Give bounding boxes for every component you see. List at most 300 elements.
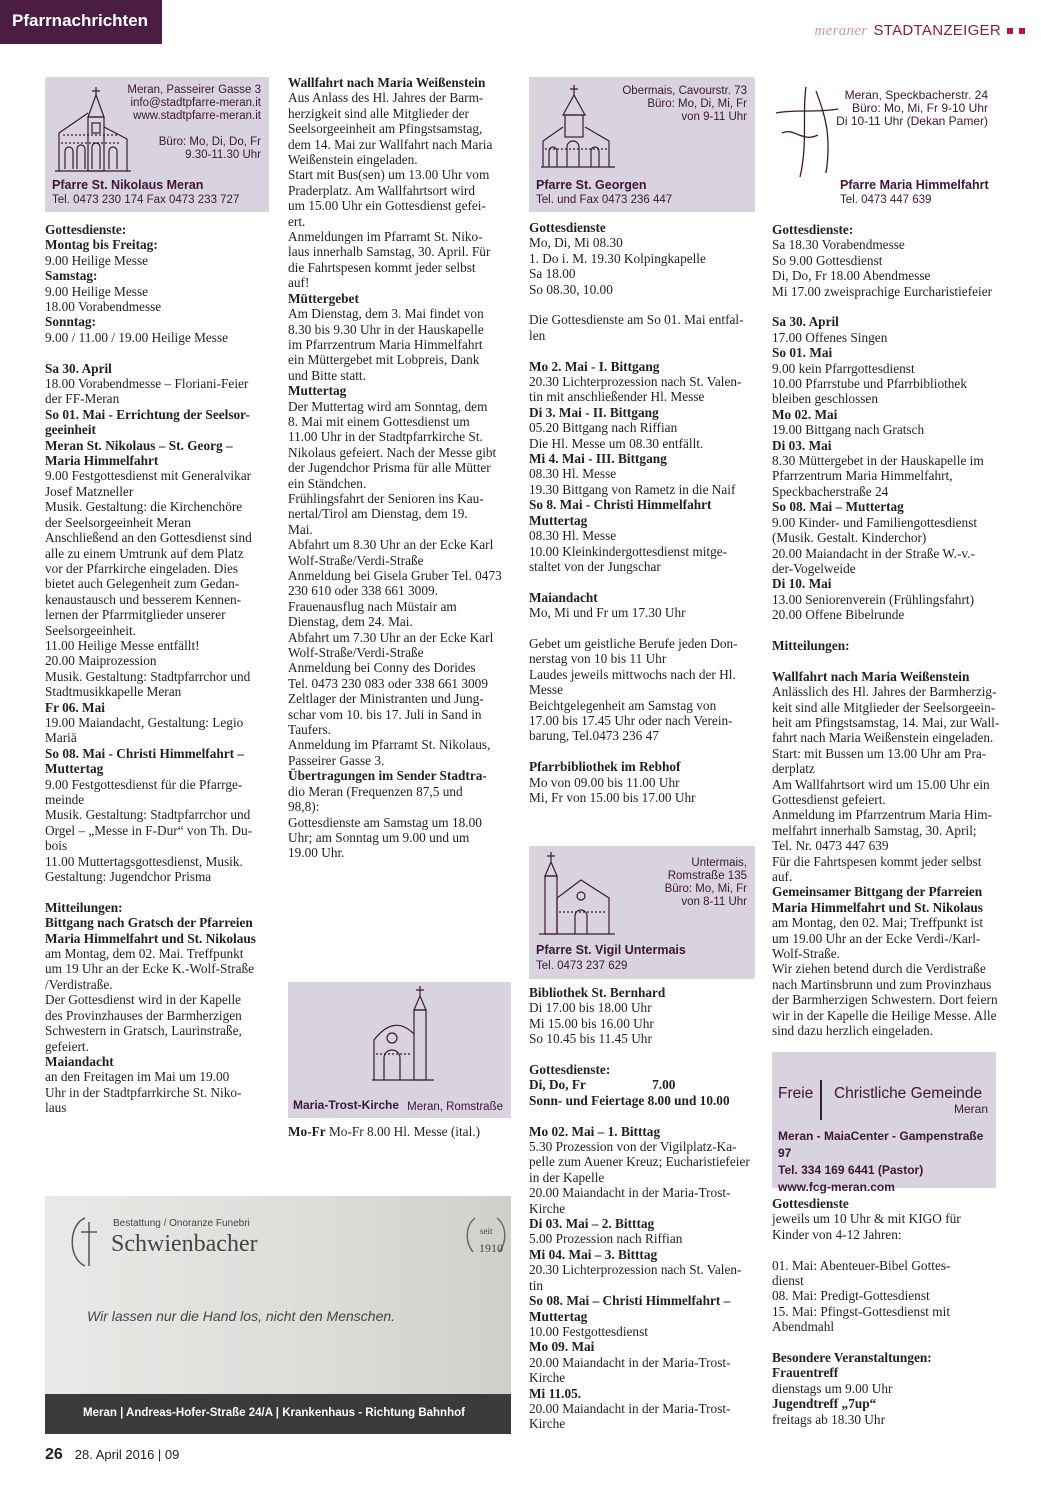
square-icon [1007, 28, 1013, 34]
text-line: 20.00 Maiandacht in der Maria-Trost- [529, 1185, 731, 1201]
text-line: am Montag, den 02. Mai; Treffpunkt ist [772, 915, 984, 931]
spacer [45, 345, 269, 360]
heading-line: geeinheit [45, 422, 96, 438]
text-line: die Fahrtspesen kommt jeder selbst [288, 259, 476, 275]
heading-line: Mo 02. Mai [772, 406, 838, 422]
text-line: laus innerhalb Samstag, 30. April. Für [288, 244, 491, 260]
text-line: Nikolaus gefeiert. Nach der Messe gibt [288, 444, 497, 460]
masthead-stadtanzeiger: STADTANZEIGER [873, 22, 1001, 39]
text-line: Passeirer Gasse 3. [288, 752, 385, 768]
text-line: dienstags um 9.00 Uhr [772, 1380, 893, 1396]
text-line: 08.30 Hl. Messe [529, 528, 617, 544]
heading-line: Gottesdienste [529, 220, 606, 235]
text-line: Zeltlager der Ministranten und Jung- [288, 691, 484, 707]
heading-line: Muttertag [45, 761, 104, 777]
text-line: der Barmherzigen Schwestern. Dort feiern [772, 992, 998, 1008]
parish-box-maria-trost [288, 982, 511, 1118]
text-line: Wolf-Straße. [772, 946, 840, 962]
text-line: Mi 17.00 zweisprachige Eurcharistiefeier [772, 283, 993, 299]
heading-line: Sa 30. April [772, 314, 839, 330]
text-line: 9.00 Festgottesdienst mit Generalvikar [45, 468, 252, 484]
text-line: dienst [772, 1273, 804, 1289]
text-line: Für die Fahrtspesen kommt jeder selbst [772, 853, 982, 869]
heading-line: Mitteilungen: [772, 637, 850, 653]
advert-since-year: 1910 [479, 1241, 503, 1255]
heading-line: Bittgang nach Gratsch der Pfarreien [45, 915, 253, 931]
text-line: Mi, Fr von 15.00 bis 17.00 Uhr [529, 789, 696, 805]
text-line: Laudes jeweils mittwochs nach der Hl. [529, 666, 736, 682]
heading-line: Maria Himmelfahrt und St. Nikolaus [45, 930, 256, 946]
text-line: 10.00 Kleinkindergottesdienst mitge- [529, 543, 728, 559]
text-line: bietet auch Gelegenheit zum Gedan- [45, 576, 240, 592]
parish-phone: Tel. und Fax 0473 236 447 [536, 194, 673, 206]
church-st-georgen-icon [539, 83, 621, 169]
advert-slogan: Wir lassen nur die Hand los, nicht den Menschen. [87, 1308, 396, 1324]
advert-brand: Schwienbacher [111, 1231, 258, 1257]
text-line: Orgel – „Messe in F-Dur“ von Th. Du- [45, 822, 253, 838]
parish-box-fcg [772, 1052, 996, 1194]
parish-phone: Tel. 0473 230 174 Fax 0473 233 727 [52, 194, 240, 206]
text-line: Am Dienstag, dem 3. Mai findet von [288, 306, 484, 322]
advert-subtitle: Bestattung / Onoranze Funebri [113, 1218, 250, 1229]
text-line: staltet von der Jungschar [529, 558, 661, 574]
text-line: um 19.00 Uhr an der Ecke Verdi-/Karl- [772, 930, 981, 946]
page-footer [45, 1446, 179, 1464]
spacer [529, 1108, 755, 1123]
text-line: Aus Anlass des Hl. Jahres der Barm- [288, 90, 484, 106]
text-line: Musik. Gestaltung: die Kirchenchöre [45, 499, 243, 515]
heading-line: Di 03. Mai [772, 437, 832, 453]
spacer [529, 343, 755, 358]
section-tab [0, 0, 162, 44]
heading-line: Bibliothek St. Bernhard [529, 985, 666, 1000]
text-line: 05.20 Bittgang nach Riffian [529, 420, 678, 436]
cross-icon [820, 1080, 828, 1120]
text-line: Gottesdienste am Samstag um 18.00 [288, 814, 482, 830]
text-line: 9.00 Kinder- und Familiengottesdienst [772, 514, 978, 530]
heading-line: Wallfahrt nach Maria Weißenstein [772, 668, 970, 684]
heading-line: Muttertag [529, 1308, 588, 1324]
text-line: Speckbacherstraße 24 [772, 483, 889, 499]
parish-box-st-vigil [529, 846, 755, 979]
text-line: Start mit Bus(sen) um 13.00 Uhr vom [288, 167, 490, 183]
text-line: 20.00 Maiprozession [45, 653, 157, 669]
cross-emblem-icon [63, 1214, 111, 1270]
text-line: 9.00 Heilige Messe [45, 283, 149, 299]
text-line: Der Gottesdienst wird in der Kapelle [45, 992, 242, 1008]
heading-line: Montag bis Freitag: [45, 237, 158, 253]
text-line: meinde [45, 792, 85, 808]
text-line: Mi 15.00 bis 16.00 Uhr [529, 1015, 654, 1031]
text-line: Beichtgelegenheit am Samstag von [529, 697, 717, 713]
fcg-logo [778, 1080, 982, 1120]
text-line: Anmeldung bei Gisela Gruber Tel. 0473 [288, 568, 502, 583]
parish-phone: Tel. 334 169 6441 (Pastor) [778, 1163, 924, 1177]
column-st-georgen [529, 220, 755, 805]
heading-line: Mo 09. Mai [529, 1339, 595, 1355]
text-line: Taufers. [288, 722, 332, 738]
text-line: Schwestern in Gratsch, Laurinstraße, [45, 1023, 242, 1039]
text-line: 19.30 Bittgang von Rametz in die Naif [529, 481, 736, 497]
spacer [529, 574, 755, 589]
text-line: Frauenausflug nach Müstair am [288, 598, 457, 614]
text-line: fahrt nach Maria Weißenstein eingeladen. [772, 730, 994, 746]
advert-since-label: seit [480, 1226, 493, 1236]
text-line: 8.30 bis 9.30 Uhr in der Hauskapelle [288, 321, 484, 337]
text-line: am Montag, dem 02. Mai. Treffpunkt [45, 946, 244, 962]
text-line: vor der Pfarrkirche eingeladen. Dies [45, 560, 239, 576]
parish-name: Pfarre St. Georgen [536, 178, 647, 192]
text-line: 9.00 / 11.00 / 19.00 Heilige Messe [45, 329, 229, 345]
text-line: ert. [288, 213, 306, 229]
parish-box-maria-himmelfahrt [772, 77, 996, 212]
text-line: Anlässlich des Hl. Jahres der Barmherzig- [772, 684, 997, 700]
heading-line: Besondere Veranstaltungen: [772, 1350, 932, 1366]
masthead [815, 22, 1025, 40]
text-line: um 15.00 Uhr ein Gottesdienst gefei- [288, 198, 486, 214]
heading-line: Di 10. Mai [772, 576, 832, 592]
spacer [529, 1047, 755, 1062]
heading-line: Gottesdienste: [45, 222, 127, 237]
office-hours: Büro: Mo, Di, Do, Fr [158, 136, 261, 148]
text-line: Di 17.00 bis 18.00 Uhr [529, 1000, 652, 1016]
heading-line: So 8. Mai - Christi Himmelfahrt [529, 497, 712, 513]
masthead-meraner: meraner [814, 23, 868, 39]
text-line: nerstag von 10 bis 11 Uhr [529, 651, 667, 667]
text-line: Wolf-Straße/Verdi-Straße [288, 552, 424, 568]
text-line: 20.00 Maiandacht in der Maria-Trost- [529, 1354, 731, 1370]
church-maria-trost-icon [368, 984, 440, 1084]
address-line: Untermais, [691, 857, 747, 869]
logo-word: Freie [778, 1085, 814, 1102]
heading-line: Di, Do, Fr 7.00 [529, 1077, 676, 1093]
logo-city: Meran [953, 1102, 988, 1116]
text-line: tin [529, 1277, 544, 1293]
text-line: Tel. Nr. 0473 447 639 [772, 838, 889, 854]
text-line: 19.00 Bittgang nach Gratsch [772, 422, 925, 438]
text-line: Abendmahl [772, 1319, 835, 1335]
text-line: 20.00 Maiandacht in der Maria-Trost- [529, 1400, 731, 1416]
heading-line: So 08. Mai – Christi Himmelfahrt – [529, 1293, 731, 1309]
spacer [772, 623, 996, 638]
heading-line: Muttertag [288, 383, 347, 399]
heading-line: Muttertag [529, 512, 588, 528]
text-line: schar vom 10. bis 17. Juli in Sand in [288, 706, 482, 722]
text-line: Der Muttertag wird am Sonntag, dem [288, 398, 488, 414]
text-line: Gestaltung: Jugendchor Prisma [45, 869, 212, 885]
text-line: dem 14. Mai zur Wallfahrt nach Maria [288, 136, 493, 152]
heading-line: Gemeinsamer Bittgang der Pfarreien [772, 884, 983, 900]
heading-line: Di 03. Mai – 2. Bitttag [529, 1216, 655, 1232]
heading-line: Maiandacht [529, 589, 598, 605]
heading-line: Sonntag: [45, 314, 96, 330]
text-line: Mo, Di, Mi 08.30 [529, 235, 623, 251]
text-line: Musik. Gestaltung: Stadtpfarrchor und [45, 807, 251, 823]
text-line: Abfahrt um 8.30 Uhr an der Ecke Karl [288, 537, 494, 553]
heading-line: Jugendtreff „7up“ [772, 1396, 877, 1412]
parish-box-st-nikolaus [45, 77, 269, 212]
heading-line: Gottesdienste: [529, 1062, 611, 1078]
text-line: 15. Mai: Pfingst-Gottesdienst mit [772, 1303, 951, 1319]
heading-line: Mo 2. Mai - I. Bittgang [529, 358, 660, 374]
heading-line: Mo 02. Mai – 1. Bitttag [529, 1123, 661, 1139]
text-line: 19.00 Maiandacht, Gestaltung: Legio [45, 714, 244, 730]
text-line: Anmeldung im Pfarramt St. Nikolaus, [288, 737, 491, 753]
text-line: 20.00 Maiandacht in der Straße W.-v.- [772, 545, 975, 561]
text-line: Mai. [288, 521, 313, 537]
text-line: 20.00 Offene Bibelrunde [772, 607, 905, 623]
website-link[interactable]: www.fcg-meran.com [778, 1180, 895, 1194]
text-line: freitags ab 18.30 Uhr [772, 1411, 885, 1427]
text-line: des Provinzhauses der Barmherzigen [45, 1007, 242, 1023]
office-hours: Büro: Mo, Di, Mi, Fr [647, 98, 747, 110]
text-line: Sa 18.00 [529, 266, 576, 282]
text-line: alle zu einem Umtrunk auf dem Platz [45, 545, 244, 561]
office-hours: von 8-11 Uhr [681, 896, 747, 908]
heading-line: Müttergebet [288, 290, 359, 306]
logo-word: Christliche Gemeinde [833, 1085, 983, 1102]
text-line: dio Meran (Frequenzen 87,5 und [288, 783, 463, 799]
text-line: Frühlingsfahrt der Senioren ins Kau- [288, 490, 484, 506]
text-line: Uhr in der Stadtpfarrkirche St. Niko- [45, 1084, 242, 1100]
text-line: len [529, 327, 546, 343]
text-line: 20.30 Lichterprozession nach St. Valen- [529, 374, 742, 390]
heading-line: Pfarrbibliothek im Rebhof [529, 759, 681, 775]
text-line: 5.30 Prozession von der Vigilplatz-Ka- [529, 1139, 737, 1155]
text-line: 10.00 Pfarrstube und Pfarrbibliothek [772, 376, 967, 392]
text-line: 20.30 Lichterprozession nach St. Valen- [529, 1262, 742, 1278]
church-address: Meran, Romstraße [407, 1101, 503, 1113]
text-line: Di, Do, Fr 18.00 Abendmesse [772, 268, 931, 284]
office-hours: Di 10-11 Uhr (Dekan Pamer) [836, 114, 988, 128]
text-line: 08.30 Hl. Messe [529, 466, 617, 482]
text-line: um 19 Uhr an der Ecke K.-Wolf-Straße [45, 961, 255, 977]
text-line: Sa 18.30 Vorabendmesse [772, 237, 905, 253]
text-line: 01. Mai: Abenteuer-Bibel Gottes- [772, 1257, 951, 1273]
text-line: Die Gottesdienste am So 01. Mai entfal- [529, 312, 744, 328]
text-line: Kirche [529, 1370, 566, 1386]
office-hours: 9.30-11.30 Uhr [185, 149, 261, 161]
heading-line: So 08. Mai – Muttertag [772, 499, 904, 515]
text-line: Dienstag, dem 24. Mai. [288, 614, 413, 630]
parish-phone: Tel. 0473 447 639 [840, 194, 932, 206]
square-icon [1019, 28, 1025, 34]
address-line: Meran - MaiaCenter - Gampenstraße 97 [778, 1129, 984, 1160]
text-line: Pfarrzentrum Maria Himmelfahrt, [772, 468, 953, 484]
heading-line: Di 3. Mai - II. Bittgang [529, 404, 659, 420]
text-line: im Pfarrzentrum Maria Himmelfahrt [288, 336, 483, 352]
text-line: Mo von 09.00 bis 11.00 Uhr [529, 774, 680, 790]
text-line: 9.00 Festgottesdienst für die Pfarrge- [45, 776, 243, 792]
heading-line: Maria Himmelfahrt und St. Nikolaus [772, 899, 983, 915]
text-line: Anmeldung bei Conny des Dorides [288, 660, 476, 676]
advert-schwienbacher [45, 1196, 511, 1434]
text-line: 8. Mai mit einem Gottesdienst um [288, 413, 470, 429]
heading-line: So 08. Mai - Christi Himmelfahrt – [45, 745, 245, 761]
address-line: Obermais, Cavourstr. 73 [622, 85, 747, 97]
text-line: 9.00 Heilige Messe [45, 252, 149, 268]
text-line: /Verdistraße. [45, 976, 113, 992]
text-line: tin mit anschließender Hl. Messe [529, 389, 705, 405]
text-line: und Bitte statt. [288, 367, 366, 383]
heading-line: Meran St. Nikolaus – St. Georg – [45, 437, 233, 453]
text-line: auf. [772, 869, 793, 885]
heading-line: Mi 04. Mai – 3. Bitttag [529, 1246, 658, 1262]
spacer [529, 744, 755, 759]
text-line: Musik. Gestaltung: Stadtpfarrchor und [45, 668, 251, 684]
text-line: der Jugendchor Prisma für alle Mütter [288, 460, 491, 476]
text-line: Seelsorgeeinheit. [45, 622, 136, 638]
text-line: Kinder von 4-12 Jahren: [772, 1226, 902, 1242]
church-st-nikolaus-icon [51, 83, 133, 173]
issue-date: 28. April 2016 | 09 [74, 1447, 180, 1462]
heading-line: Wallfahrt nach Maria Weißenstein [288, 75, 486, 90]
heading-line: Mitteilungen: [45, 899, 123, 915]
text-line: Seelsorgeeinheit am Pfingstsamstag, [288, 121, 483, 137]
text-line: bleiben geschlossen [772, 391, 878, 407]
text-line: Uhr; am Sonntag um 9.00 und um [288, 829, 470, 845]
heading-line: Frauentreff [772, 1365, 839, 1381]
spacer [772, 299, 996, 314]
cross-logo-icon [772, 83, 842, 179]
text-line: So 08.30, 10.00 [529, 281, 613, 297]
text-line: melfahrt innerhalb Samstag, 30. April; [772, 822, 977, 838]
text-line: jeweils um 10 Uhr & mit KIGO für [772, 1211, 961, 1227]
text-line: Praderplatz. Am Wallfahrtsort wird [288, 182, 476, 198]
text-line: in der Kapelle [529, 1169, 605, 1185]
text-line: 9.00 kein Pfarrgottesdienst [772, 360, 915, 376]
text-line: ein Müttergebet mit Lobpreis, Dank [288, 352, 480, 368]
text-line: sind dazu herzlich eingeladen. [772, 1023, 933, 1039]
text-line: Gottesdienst gefeiert. [772, 791, 886, 807]
text-line: Mo, Mi und Fr um 17.30 Uhr [529, 605, 686, 621]
text-line: 11.00 Heilige Messe entfällt! [45, 637, 200, 653]
website-link[interactable]: www.stadtpfarre-meran.it [133, 110, 261, 122]
text-line: Weißenstein eingeladen. [288, 152, 418, 168]
heading-line: Übertragungen im Sender Stadtra- [288, 768, 487, 784]
spacer [772, 1242, 996, 1257]
heading-line: Mi 11.05. [529, 1385, 582, 1401]
text-line: auf! [288, 275, 310, 291]
heading-line: Sa 30. April [45, 360, 112, 376]
text-line: derplatz [772, 761, 815, 777]
church-name: Maria-Trost-Kirche [293, 1098, 400, 1112]
text-line: nertal/Tirol am Dienstag, dem 19. [288, 506, 468, 522]
parish-phone: Tel. 0473 237 629 [536, 960, 628, 972]
heading-line: Samstag: [45, 268, 98, 284]
text-line: Wolf-Straße/Verdi-Straße [288, 645, 424, 661]
column-fcg [772, 1196, 996, 1427]
spacer [772, 1335, 996, 1350]
text-line: wir in der Kapelle die Heilige Messe. Alle [772, 1007, 997, 1023]
text-line: 18.00 Vorabendmesse – Floriani-Feier [45, 376, 249, 392]
heading-line: Gottesdienste [772, 1196, 849, 1211]
text-line: Gebet um geistliche Berufe jeden Don- [529, 635, 738, 651]
section-title: Pfarrnachrichten [12, 11, 149, 30]
heading-line: So 01. Mai - Errichtung der Seelsor- [45, 406, 250, 422]
text-line: pelle zum Auener Kreuz; Eucharistiefeier [529, 1154, 750, 1170]
page-number: 26 [45, 1446, 63, 1463]
text-line: 10.00 Festgottesdienst [529, 1323, 648, 1339]
text-line: 17.00 Offenes Singen [772, 329, 888, 345]
mass-times: Mo-Fr 8.00 Hl. Messe (ital.) [328, 1124, 481, 1139]
text-line: Tel. 0473 230 083 oder 338 661 3009 [288, 675, 488, 691]
text-line: nach Martinsbrunn und zum Provinzhaus [772, 976, 992, 992]
heading-line: Fr 06. Mai [45, 699, 105, 715]
text-line: 11.00 Uhr in der Stadtpfarrkirche St. [288, 429, 483, 445]
address-line: Meran, Speckbacherstr. 24 [844, 88, 988, 102]
text-line: Am Wallfahrtsort wird um 15.00 Uhr ein [772, 776, 990, 792]
text-line: 98,8): [288, 799, 320, 815]
text-line: barung, Tel.0473 236 47 [529, 728, 659, 744]
column-maria-himmelfahrt [772, 222, 1000, 1039]
text-line: der FF-Meran [45, 391, 120, 407]
heading-line: Gottesdienste: [772, 222, 854, 237]
text-line: Anmeldungen im Pfarramt St. Niko- [288, 229, 483, 245]
column-announcements [288, 75, 511, 861]
heading-line: So 01. Mai [772, 345, 833, 361]
spacer [529, 297, 755, 312]
text-line: der-Vogelweide [772, 560, 856, 576]
advert-address-bar: Meran | Andreas-Hofer-Straße 24/A | Krankenhaus - Richtung Bahnhof [45, 1394, 511, 1434]
parish-name: Pfarre St. Vigil Untermais [536, 943, 686, 957]
text-line: kenaustausch und besserem Kennen- [45, 591, 242, 607]
maria-trost-mass: Mo-Fr Mo-Fr 8.00 Hl. Messe (ital.) [288, 1124, 481, 1139]
parish-box-st-georgen [529, 77, 755, 212]
heading-line: Maria Himmelfahrt [45, 453, 159, 469]
text-line: 18.00 Vorabendmesse [45, 299, 162, 315]
text-line: 8.30 Müttergebet in der Hauskapelle im [772, 453, 984, 469]
text-line: 08. Mai: Predigt-Gottesdienst [772, 1288, 930, 1304]
heading-line: Mi 4. Mai - III. Bittgang [529, 451, 667, 467]
text-line: Anmeldung im Pfarrzentrum Maria Him- [772, 807, 993, 823]
text-line: 1. Do i. M. 19.30 Kolpingkapelle [529, 250, 706, 266]
office-hours: Büro: Mo, Mi, Fr 9-10 Uhr [851, 101, 988, 115]
column-st-vigil [529, 985, 755, 1432]
text-line: Messe [529, 682, 563, 698]
text-line: Stadtmusikkapelle Meran [45, 684, 182, 700]
text-line: 19.00 Uhr. [288, 845, 345, 861]
spacer [529, 621, 755, 636]
address-line: Romstraße 135 [667, 870, 747, 882]
text-line: Kirche [529, 1200, 566, 1216]
text-line: Josef Matzneller [45, 483, 134, 499]
text-line: 5.00 Prozession nach Riffian [529, 1231, 683, 1247]
church-st-vigil-icon [537, 850, 617, 936]
text-line: Abfahrt um 7.30 Uhr an der Ecke Karl [288, 629, 494, 645]
office-hours: Büro: Mo, Mi, Fr [664, 883, 747, 895]
address-line: Meran, Passeirer Gasse 3 [127, 84, 261, 96]
text-line: (Musik. Gestalt. Kinderchor) [772, 530, 927, 546]
office-hours: von 9-11 Uhr [681, 111, 747, 123]
text-line: bois [45, 838, 68, 854]
text-line: So 9.00 Gottesdienst [772, 252, 883, 268]
column-st-nikolaus [45, 222, 269, 1116]
text-line: an den Freitagen im Mai um 19.00 [45, 1069, 230, 1085]
text-line: ein Ständchen. [288, 475, 367, 491]
text-line: Start: mit Bussen um 13.00 Uhr am Pra- [772, 745, 987, 761]
heading-line: Sonn- und Feiertage 8.00 und 10.00 [529, 1092, 730, 1108]
text-line: Wir ziehen betend durch die Verdistraße [772, 961, 986, 977]
text-line: 230 610 oder 338 661 3009. [288, 583, 438, 599]
text-line: gefeiert. [45, 1038, 89, 1054]
text-line: 17.00 bis 17.45 Uhr oder nach Verein- [529, 712, 733, 728]
text-line: keit sind alle Mitglieder der Seelsorgeein- [772, 699, 996, 715]
text-line: heit am Pfingstsamstag, 14. Mai, zur Wall- [772, 714, 1000, 730]
address-line [127, 123, 261, 136]
text-line: lernen der Pfarrmitglieder unserer [45, 607, 226, 623]
email-link[interactable]: info@stadtpfarre-meran.it [130, 97, 261, 109]
